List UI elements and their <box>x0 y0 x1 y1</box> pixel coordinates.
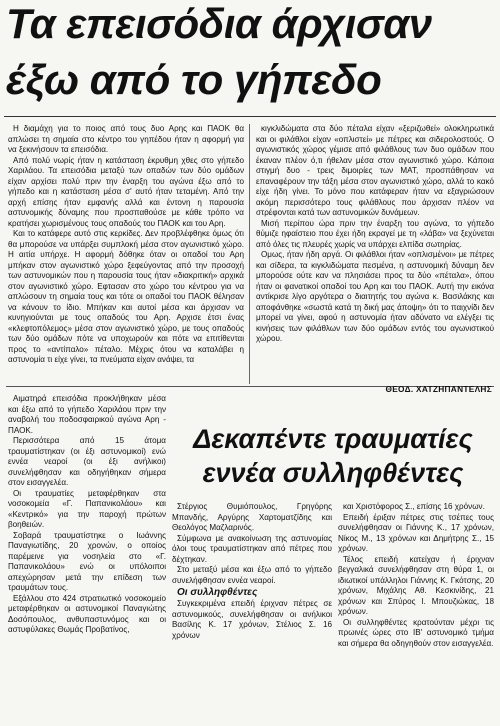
second-headline-line-2: εννέα συλληφθέντες <box>202 458 464 488</box>
paragraph: Σύμφωνα με ανακοίνωση της αστυνομίας όλοι τους τραυματίστηκαν από πέτρες που δέχτηκαν. <box>172 533 332 564</box>
article-1-left-column <box>8 124 244 378</box>
headline-rule <box>4 116 496 117</box>
paragraph: Αιματηρά επεισόδια προκλήθηκαν μέσα και έξω από το γήπεδο Χαριλάου πριν την αναβολή του ποδοσφαιρικού αγώνα Αρη - ΠΑΟΚ. <box>8 394 166 435</box>
paragraph: Συγκεκριμένα επειδή έριχναν πέτρες σε αστυνομικούς, συνελήφθησαν οι ανήλικοι Βασίλης Κ. 17 χρόνων, Στέλιος Σ. 16 χρόνων <box>172 599 332 640</box>
paragraph: Μισή περίπου ώρα πριν την έναρξη του αγώνα, το γήπεδο θύμιζε ηφαίστειο που έχει ήδη εκραγεί με τη «λάβα» να ξεχύνεται από όλες τις πλευρές χωρίς να υπάρχει ελπίδα σωτηρίας. <box>256 218 494 249</box>
main-headline-line-2: έξω από το γήπεδο <box>6 56 382 103</box>
article-1-right-column <box>256 124 494 382</box>
paragraph: Περισσότερα από 15 άτομα τραυματίστηκαν (οι έξι αστυνομικοί) ενώ εννέα νεαροί (οι έξι ανήλικοι) συνελήφθησαν και οδηγήθηκαν σήμερα στον εισαγγελέα. <box>8 436 166 487</box>
paragraph: Εξάλλου στο 424 στρατιωτικό νοσοκομείο μεταφέρθηκαν οι αστυνομικοί Παναγιώτης Δοσόπουλος, ανθυπαστυνόμος και οι αστυφύλακες Θωμάς Προβατίνος, <box>8 593 166 634</box>
column-divider <box>249 124 250 384</box>
author-byline: ΘΕΟΔ. ΧΑΤΖΗΠΑΝΤΕΛΗΣ <box>385 384 492 394</box>
article-2-right-column <box>338 502 494 720</box>
article-2-left-column <box>8 394 166 720</box>
paragraph: Ομως, ήταν ήδη αργά. Οι φιλάθλοι ήταν «οπλισμένοι» με πέτρες και σίδερα, τα κιγκλιδώματα πεσμένα, η αστυνομική δύναμη δεν μπορούσε ούτε καν να πλησιάσει προς τα δύο «πέταλα», όπου ήταν οι φανατικοί οπαδοί του Αρη και του ΠΑΟΚ. Αυτή την εικόνα αντίκρισε λίγο αργότερα ο διαιτητής του αγώνα κ. Βασιλάκης και αποφάνθηκε «σωστά κατά τη δική μας άποψη» ότι το παιχνίδι δεν μπορεί να γίνει, αφού η αστυνομία ήταν αδύνατο να ελέγξει τις κινήσεις των φιλάθλων των δύο ομάδων εντός του αγωνιστικού χώρου. <box>256 250 494 343</box>
paragraph: και Χριστόφορος Σ., επίσης 16 χρόνων. <box>343 502 485 511</box>
paragraph: Από πολύ νωρίς ήταν η κατάσταση έκρυθμη χθες στο γήπεδο Χαριλάου. Τα επεισόδια μεταξύ των οπαδών των δύο ομάδων είχαν αρχίσει πολύ πριν την έναρξη του αγώνα έξω από το γήπεδο και η κατάσταση μέσα σ' αυτό ήταν τεταμένη. Από την αρχή επίσης ήταν εμφανής αλλά και έντονη η παρουσία αστυνομικής δύναμης που προσπαθούσε με κάθε τρόπο να κρατήσει χωρισμένους τους οπαδούς του ΠΑΟΚ και του Αρη. <box>8 155 244 228</box>
paragraph: Οι τραυματίες μεταφέρθηκαν στα νοσοκομεία «Γ. Παπανικολάου» και «Κεντρικό» για την παροχή πρώτων βοηθειών. <box>8 488 166 529</box>
second-headline-line-1: Δεκαπέντε τραυματίες <box>193 424 473 454</box>
crosshead: Οι συλληφθέντες <box>177 587 258 598</box>
paragraph: Η διαμάχη για το ποιος από τους δυο Αρης και ΠΑΟΚ θα απλώσει τη σημαία στο κέντρο του γηπέδου ήταν η αφορμή για να ξεκινήσουν τα επεισόδια. <box>8 124 244 154</box>
paragraph: Στο μεταξύ μέσα και έξω από το γήπεδο συνελήφθησαν εννέα νεαροί. <box>172 565 332 585</box>
paragraph: Στέργιος Θυμιόπουλος, Γρηγόρης Μπανδής, Αργύρης Χαρτοματζίδης και Θεολόγος Μαζλαρινός. <box>172 502 332 532</box>
paragraph: κιγκλιδώματα στα δύο πέταλα είχαν «ξεριζωθεί» ολοκληρωτικά και οι φιλάθλοι είχαν «οπλιστεί» με πέτρες και σιδερολοστούς. Ο αγωνιστικός χώρος γέμισε από φιλάθλους των δυο ομάδων που έκαναν πλέον ό,τι ήθελαν μέσα στον αγωνιστικό χώρο. Κάποια στιγμή δυο - τρεις διμοιρίες των ΜΑΤ, προσπάθησαν να επαναφέρουν την τάξη μέσα στον αγωνιστικό χώρο, αλλά το κακό είχε ήδη γίνει. Το μόνο που κατάφεραν ήταν να εξαγριώσουν ακόμη περισσότερο τους φιλάθλους που άρχισαν πλέον να στρέφονται κατά των αστυνομικών δυνάμεων. <box>256 124 494 217</box>
paragraph: Σοβαρά τραυματίστηκε ο Ιωάννης Παναγιωτίδης, 20 χρονών, ο οποίος παρέμεινε για νοσηλεία στο «Γ. Παπανικολάου» ενώ οι υπόλοιποι απεχώρησαν μετά την επίδεση των τραυμάτων τους. <box>8 530 166 592</box>
article-2-middle-column <box>172 502 332 720</box>
main-headline-line-1: Τα επεισόδια άρχισαν <box>6 0 432 47</box>
paragraph: Και το κατάφερε αυτό στις κερκίδες. Δεν προβλέφθηκε όμως ότι θα μπορούσε να υπάρξει συμπλοκή μέσα στον αγωνιστικό χώρο. Η αιτία υπήρχε. Η αφορμή δόθηκε όταν οι οπαδοί του Αρη μπήκαν στον αγωνιστικό χώρο ξεφεύγοντας από την προσοχή των αστυνομικών που η παρουσία τους ήταν «διακριτική» αρχικά στον αγωνιστικό χώρο. Εφτασαν στο χώρο του κέντρου για να απλώσουν τη σημαία τους και τότε οι οπαδοί του ΠΑΟΚ θέλησαν να κάνουν το ίδιο. Μπήκαν και αυτοί μέσα και άρχισαν να κυνηγιούνται με τους οπαδούς του Αρη. Αρχισε έτσι ένας «κλεφτοπόλεμος» μέσα στον αγωνιστικό χώρο, με τους οπαδούς των δύο ομάδων πότε να υποχωρούν και πότε να επιτίθενται προς το «αντίπαλο» πέταλο. Μέχρις ότου να καταλάβει η αστυνομία τι είχε γίνει, τα πνεύματα είχαν ανάψει, τα <box>8 229 244 364</box>
paragraph: Οι συλληφθέντες κρατούνταν μέχρι τις πρωινές ώρες στο ΙΒ' αστυνομικό τμήμα και σήμερα θα οδηγηθούν στον εισαγγελέα. <box>338 617 494 648</box>
paragraph: Τέλος επειδή κατείχαν ή έριχναν βεγγαλικά συνελήφθησαν στη θύρα 1, οι ιδιωτικοί υπάλληλοι Γιάννης Κ. Γκότσης, 20 χρόνων, Μιχάλης Αθ. Κεσκινίδης, 21 χρόνων και Σπύρος Ι. Μπουζιώκας, 18 χρόνων. <box>338 554 494 616</box>
paragraph: Επειδή έριξαν πέτρες στις τσέπες τους συνελήφθησαν οι Γιάννης Κ., 17 χρόνων, Νίκος Μ., 13 χρόνων και Δημήτρης Σ., 15 χρόνων. <box>338 512 494 553</box>
